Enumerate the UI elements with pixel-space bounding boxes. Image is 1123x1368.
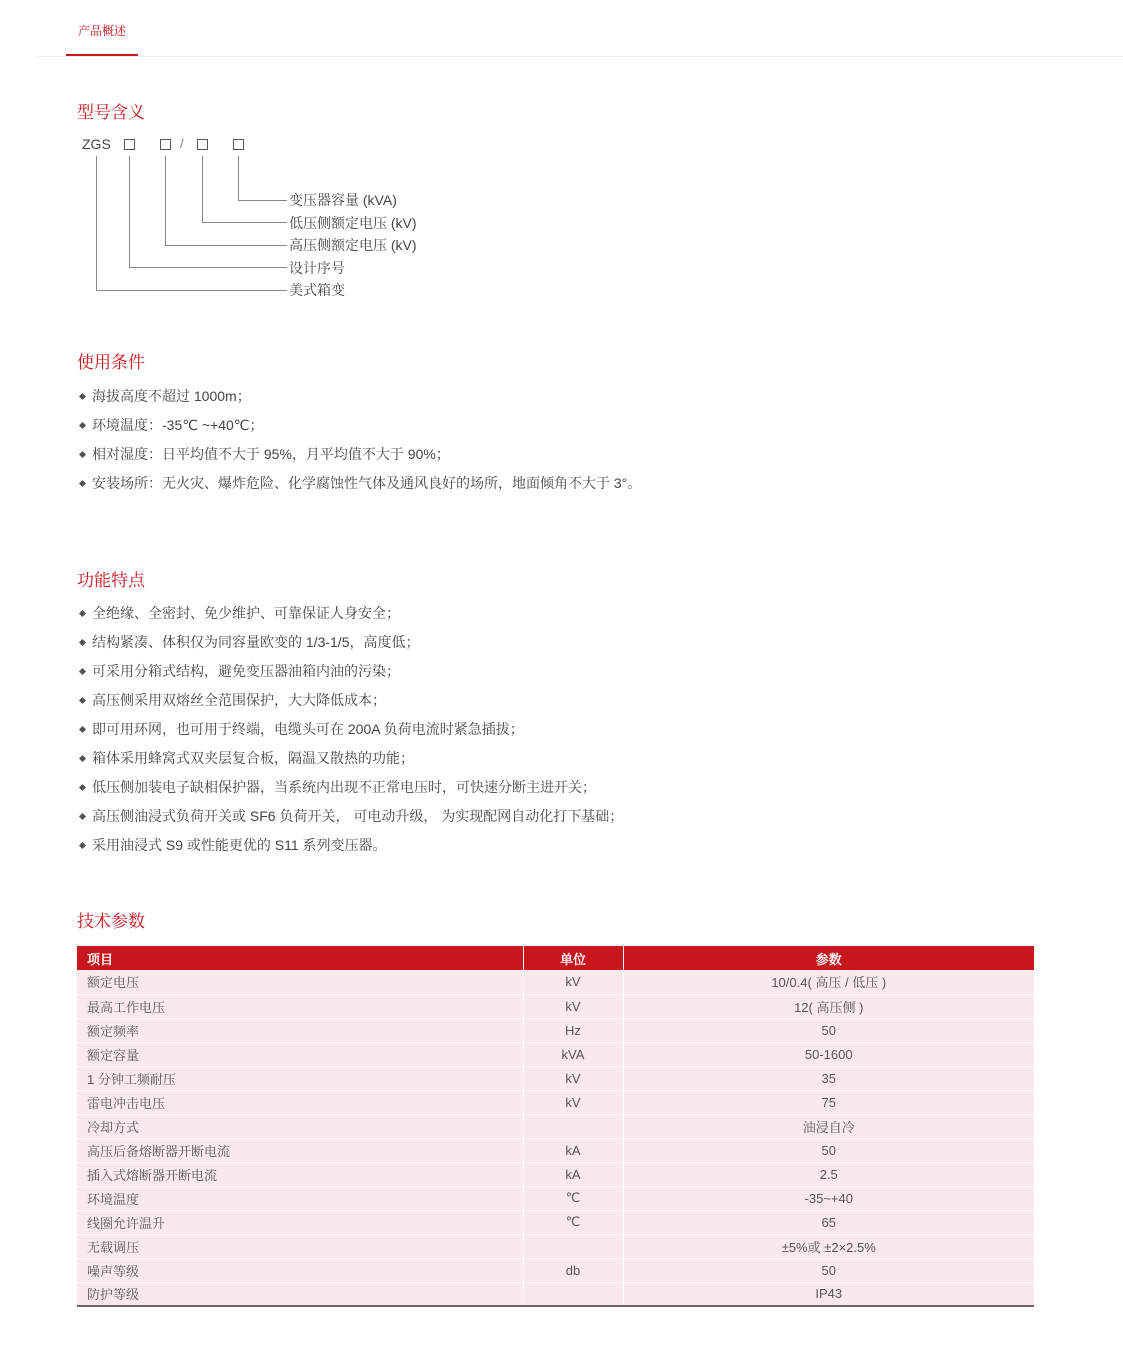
table-row [77, 1066, 1034, 1090]
list-item: 采用油浸式 S9 或性能更优的 S11 系列变压器。 [78, 835, 623, 864]
cell-value: -35~+40 [623, 1186, 1034, 1210]
table-row [77, 1234, 1034, 1258]
list-item: 结构紧凑、体积仅为同容量欧变的 1/3-1/5，高度低； [78, 632, 623, 661]
features-title: 功能特点 [77, 571, 145, 590]
list-item: 可采用分箱式结构，避免变压器油箱内油的污染； [78, 661, 623, 690]
list-item: 高压侧采用双熔丝全范围保护，大大降低成本； [78, 690, 623, 719]
cell-value: 75 [623, 1090, 1034, 1114]
bullet-diamond-icon [79, 755, 86, 762]
cell-item: 线圈允许温升 [77, 1210, 523, 1234]
table-row [77, 1186, 1034, 1210]
cell-unit: Hz [523, 1018, 623, 1042]
label-transformer-capacity: 变压器容量 (kVA) [289, 192, 397, 208]
cell-unit: ℃ [523, 1186, 623, 1210]
label-hv-rated-voltage: 高压侧额定电压 (kV) [289, 237, 417, 253]
cell-item: 最高工作电压 [77, 994, 523, 1018]
params-table [77, 946, 1034, 1307]
cell-item: 额定频率 [77, 1018, 523, 1042]
bullet-diamond-icon [79, 480, 86, 487]
label-lv-rated-voltage: 低压侧额定电压 (kV) [289, 215, 417, 231]
cell-value: IP43 [623, 1282, 1034, 1306]
table-row [77, 1162, 1034, 1186]
cell-item: 防护等级 [77, 1282, 523, 1306]
bullet-diamond-icon [79, 422, 86, 429]
model-code-diagram [80, 134, 500, 304]
label-design-serial: 设计序号 [289, 260, 345, 276]
list-item: 即可用环网，也可用于终端，电缆头可在 200A 负荷电流时紧急插拔； [78, 719, 623, 748]
cell-value: 65 [623, 1210, 1034, 1234]
params-title: 技术参数 [77, 912, 145, 931]
features-list [78, 603, 623, 864]
cell-unit: db [523, 1258, 623, 1282]
table-row [77, 1018, 1034, 1042]
bullet-diamond-icon [79, 393, 86, 400]
table-row [77, 970, 1034, 994]
cell-unit [523, 1234, 623, 1258]
table-row [77, 1210, 1034, 1234]
table-row [77, 994, 1034, 1018]
table-row [77, 1114, 1034, 1138]
table-row [77, 1042, 1034, 1066]
header-unit: 单位 [523, 946, 623, 970]
cell-item: 冷却方式 [77, 1114, 523, 1138]
model-prefix: ZGS [82, 136, 111, 152]
bullet-diamond-icon [79, 842, 86, 849]
tab-bar [36, 0, 1123, 57]
cell-item: 额定电压 [77, 970, 523, 994]
cell-value: 50-1600 [623, 1042, 1034, 1066]
cell-value: 50 [623, 1138, 1034, 1162]
header-item: 项目 [77, 946, 523, 970]
header-value: 参数 [623, 946, 1034, 970]
list-item: 环境温度：-35℃ ~+40℃； [78, 415, 641, 444]
bullet-diamond-icon [79, 668, 86, 675]
bullet-diamond-icon [79, 813, 86, 820]
cell-item: 插入式熔断器开断电流 [77, 1162, 523, 1186]
model-meaning-title: 型号含义 [77, 103, 145, 122]
model-slash: / [180, 136, 184, 151]
cell-item: 高压后备熔断器开断电流 [77, 1138, 523, 1162]
table-row [77, 1138, 1034, 1162]
list-item: 高压侧油浸式负荷开关或 SF6 负荷开关， 可电动升级， 为实现配网自动化打下基础； [78, 806, 623, 835]
cell-unit: kA [523, 1138, 623, 1162]
label-american-box-substation: 美式箱变 [289, 282, 345, 298]
list-item: 海拔高度不超过 1000m； [78, 386, 641, 415]
conditions-title: 使用条件 [77, 353, 145, 372]
bullet-diamond-icon [79, 784, 86, 791]
cell-value: 油浸自冷 [623, 1114, 1034, 1138]
table-row [77, 1258, 1034, 1282]
cell-unit [523, 1282, 623, 1306]
list-item: 全绝缘、全密封、免少维护、可靠保证人身安全； [78, 603, 623, 632]
cell-item: 1 分钟工频耐压 [77, 1066, 523, 1090]
cell-item: 额定容量 [77, 1042, 523, 1066]
cell-value: 50 [623, 1258, 1034, 1282]
list-item: 相对湿度：日平均值不大于 95%，月平均值不大于 90%； [78, 444, 641, 473]
cell-value: 10/0.4( 高压 / 低压 ) [623, 970, 1034, 994]
cell-item: 雷电冲击电压 [77, 1090, 523, 1114]
cell-item: 环境温度 [77, 1186, 523, 1210]
conditions-list [78, 386, 641, 502]
cell-value: 50 [623, 1018, 1034, 1042]
cell-unit: kV [523, 994, 623, 1018]
table-row [77, 1090, 1034, 1114]
bullet-diamond-icon [79, 639, 86, 646]
cell-unit: kV [523, 970, 623, 994]
cell-unit [523, 1114, 623, 1138]
cell-unit: kA [523, 1162, 623, 1186]
cell-value: 12( 高压侧 ) [623, 994, 1034, 1018]
cell-unit: ℃ [523, 1210, 623, 1234]
bullet-diamond-icon [79, 697, 86, 704]
bullet-diamond-icon [79, 451, 86, 458]
cell-item: 无载调压 [77, 1234, 523, 1258]
list-item: 安装场所：无火灾、爆炸危险、化学腐蚀性气体及通风良好的场所，地面倾角不大于 3°。 [78, 473, 641, 502]
cell-unit: kV [523, 1090, 623, 1114]
list-item: 箱体采用蜂窝式双夹层复合板，隔温又散热的功能； [78, 748, 623, 777]
cell-item: 噪声等级 [77, 1258, 523, 1282]
cell-value: ±5%或 ±2×2.5% [623, 1234, 1034, 1258]
cell-value: 2.5 [623, 1162, 1034, 1186]
bullet-diamond-icon [79, 726, 86, 733]
table-header-row [77, 946, 1034, 970]
cell-unit: kV [523, 1066, 623, 1090]
list-item: 低压侧加装电子缺相保护器，当系统内出现不正常电压时，可快速分断主进开关； [78, 777, 623, 806]
tab-product-overview[interactable]: 产品概述 [66, 22, 138, 56]
cell-unit: kVA [523, 1042, 623, 1066]
cell-value: 35 [623, 1066, 1034, 1090]
table-row [77, 1282, 1034, 1306]
bullet-diamond-icon [79, 610, 86, 617]
